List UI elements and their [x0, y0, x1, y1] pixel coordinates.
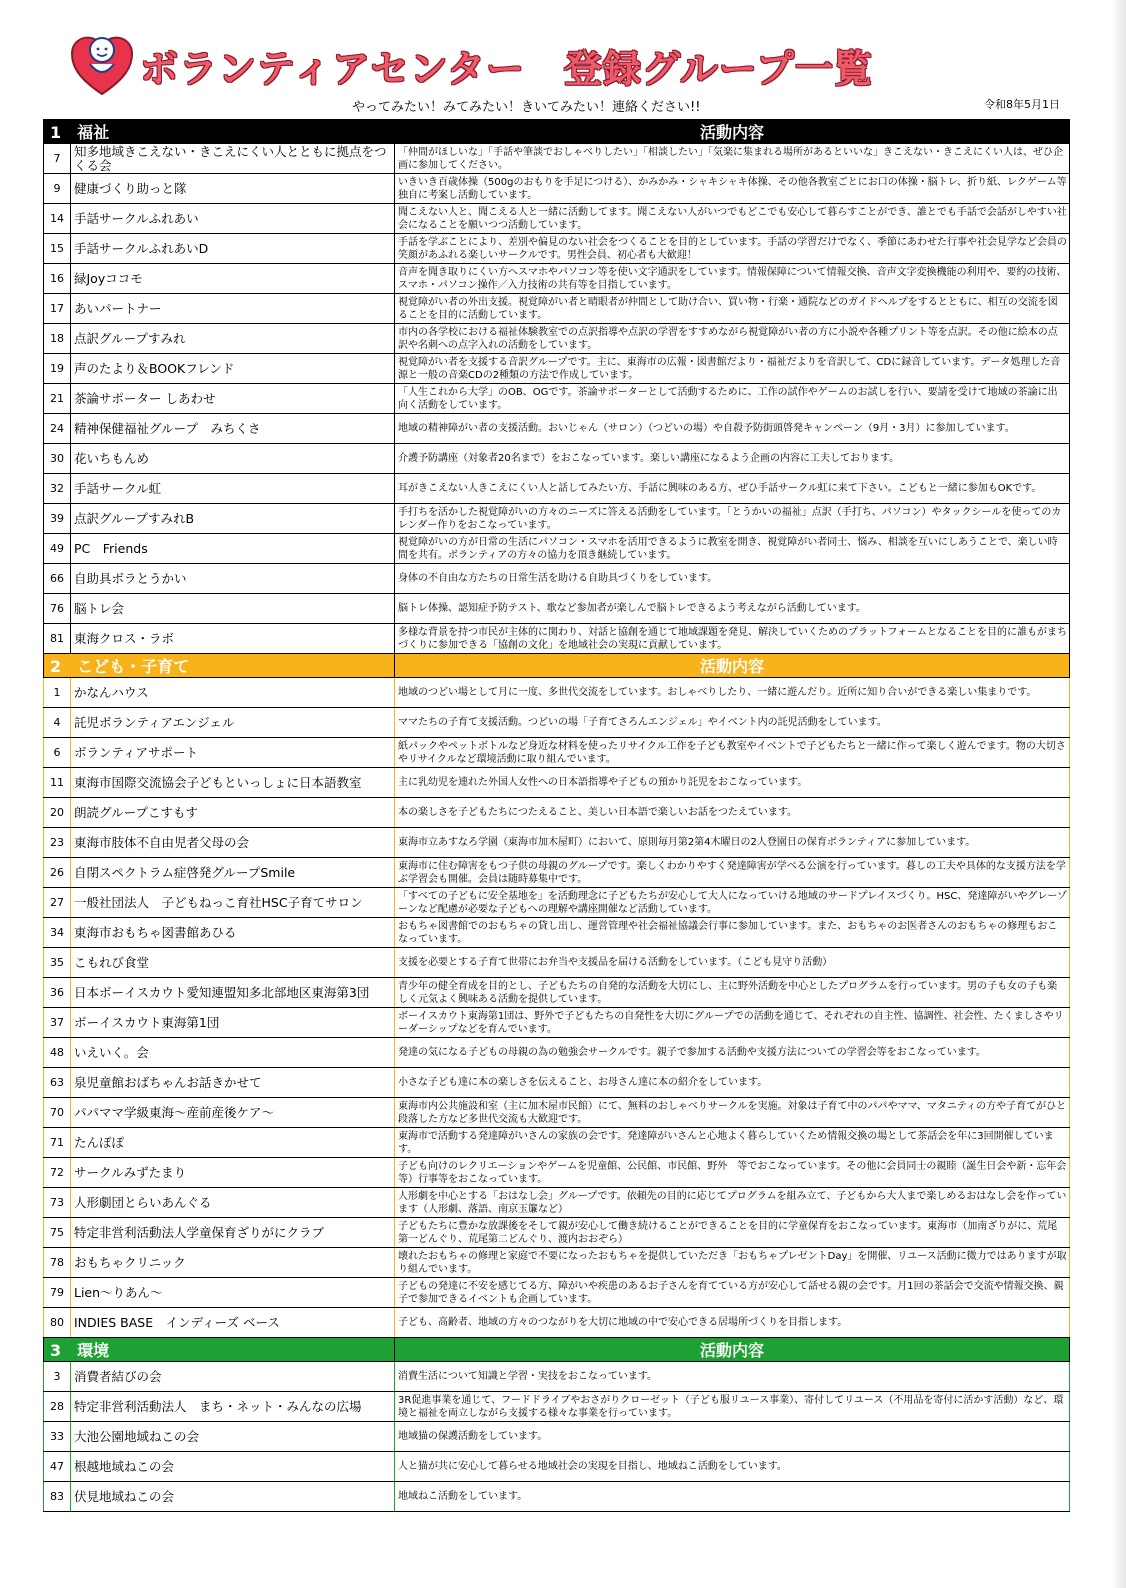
table-row: [44, 414, 1070, 444]
table-row: [44, 174, 1070, 204]
group-number: 20: [44, 798, 71, 828]
group-name: 健康づくり助っと隊: [71, 174, 395, 204]
group-number: 15: [44, 234, 71, 264]
section-column-header: 活動内容: [395, 654, 1070, 678]
group-name: 自閉スペクトラム症啓発グループSmile: [71, 858, 395, 888]
section-header-environment: [44, 1338, 1070, 1362]
group-name: たんぽぽ: [71, 1128, 395, 1158]
group-number: 3: [44, 1362, 71, 1392]
group-number: 48: [44, 1038, 71, 1068]
table-row: [44, 144, 1070, 174]
group-description: 支援を必要とする子育て世帯にお弁当や支援品を届ける活動をしています。（こども見守り活動）: [395, 948, 1070, 978]
table-row: [44, 1188, 1070, 1218]
page-header: [0, 0, 1126, 120]
group-number: 81: [44, 624, 71, 654]
group-number: 39: [44, 504, 71, 534]
table-row: [44, 1308, 1070, 1338]
group-name: 人形劇団とらいあんぐる: [71, 1188, 395, 1218]
group-description: 介護予防講座（対象者20名まで）をおこなっています。楽しい講座になるよう企画の内容に工夫しております。: [395, 444, 1070, 474]
table-row: [44, 264, 1070, 294]
group-number: 83: [44, 1482, 71, 1512]
group-number: 27: [44, 888, 71, 918]
group-description: いきいき百歳体操（500gのおもりを手足につける）、かみかみ・シャキシャキ体操、その他各教室ごとにお口の体操・脳トレ、折り紙、レクゲーム等独自に考案し活動しています。: [395, 174, 1070, 204]
group-name: 大池公園地域ねこの会: [71, 1422, 395, 1452]
group-description: 耳がきこえない人きこえにくい人と話してみたい方、手話に興味のある方、ぜひ手話サークル虹に来て下さい。こどもと一緒に参加もOKです。: [395, 474, 1070, 504]
group-name: 緑Joyココモ: [71, 264, 395, 294]
group-name: 東海市国際交流協会子どもといっしょに日本語教室: [71, 768, 395, 798]
table-row: [44, 354, 1070, 384]
group-number: 79: [44, 1278, 71, 1308]
group-name: パパママ学級東海～産前産後ケア～: [71, 1098, 395, 1128]
group-name: 手話サークルふれあい: [71, 204, 395, 234]
group-name: 声のたより＆BOOKフレンド: [71, 354, 395, 384]
table-row: [44, 978, 1070, 1008]
group-number: 33: [44, 1422, 71, 1452]
group-number: 75: [44, 1218, 71, 1248]
table-row: [44, 234, 1070, 264]
table-row: [44, 768, 1070, 798]
table-row: [44, 948, 1070, 978]
table-row: [44, 1392, 1070, 1422]
group-name: PC Friends: [71, 534, 395, 564]
group-description: 視覚障がい者の外出支援。視覚障がい者と晴眼者が仲間として助け合い、買い物・行楽・通院などのガイドヘルプをするとともに、相互の交流を図ることを目的に活動しています。: [395, 294, 1070, 324]
group-number: 26: [44, 858, 71, 888]
group-description: 「すべての子どもに安全基地を」を活動理念に子どもたちが安心して大人になっていける地域のサードプレイスづくり。HSC、発達障がいやグレーゾーンなど配慮が必要な子どもへの理解や講座開催など活動しています。: [395, 888, 1070, 918]
group-name: 手話サークル虹: [71, 474, 395, 504]
group-description: 壊れたおもちゃの修理と家庭で不要になったおもちゃを提供していただき「おもちゃプレゼントDay」を開催、リユース活動に微力ではありますが取り組んでいます。: [395, 1248, 1070, 1278]
table-row: [44, 738, 1070, 768]
group-number: 37: [44, 1008, 71, 1038]
group-description: 地域ねこ活動をしています。: [395, 1482, 1070, 1512]
group-number: 32: [44, 474, 71, 504]
group-description: 青少年の健全育成を目的とし、子どもたちの自発的な活動を大切にし、主に野外活動を中心としたプログラムを行っています。男の子も女の子も楽しく元気よく興味ある活動を提供しています。: [395, 978, 1070, 1008]
group-description: 紙パックやペットボトルなど身近な材料を使ったリサイクル工作を子ども教室やイベントで子どもたちと一緒に作って楽しく遊んでます。物の大切さやリサイクルなど環境活動に取り組んでいます。: [395, 738, 1070, 768]
group-name: 伏見地域ねこの会: [71, 1482, 395, 1512]
group-name: 消費者結びの会: [71, 1362, 395, 1392]
table-row: [44, 204, 1070, 234]
table-row: [44, 594, 1070, 624]
group-number: 4: [44, 708, 71, 738]
group-number: 76: [44, 594, 71, 624]
group-number: 24: [44, 414, 71, 444]
group-name: こもれび食堂: [71, 948, 395, 978]
group-number: 78: [44, 1248, 71, 1278]
table-row: [44, 564, 1070, 594]
group-name: 精神保健福祉グループ みちくさ: [71, 414, 395, 444]
group-name: 東海市肢体不自由児者父母の会: [71, 828, 395, 858]
group-description: 「人生これから大学」のOB、OGです。茶論サポーターとして活動するために、工作の試作やゲームのお試しを行い、要請を受けて地域の茶論に出向く活動をしています。: [395, 384, 1070, 414]
group-description: 手打ちを活かした視覚障がいの方々のニーズに答える活動をしています。「とうかいの福祉」点訳（手打ち、パソコン）やタックシールを使ってのカレンダー作りをおこなっています。: [395, 504, 1070, 534]
group-name: Lien～りあん～: [71, 1278, 395, 1308]
group-name: 茶論サポーター しあわせ: [71, 384, 395, 414]
group-description: 人形劇を中心とする「おはなし会」グループです。依頼先の目的に応じてプログラムを組み立て、子どもから大人まで楽しめるおはなし会を作っています（人形劇、落語、南京玉簾など）: [395, 1188, 1070, 1218]
group-description: 手話を学ぶことにより、差別や偏見のない社会をつくることを目的としています。手話の学習だけでなく、季節にあわせた行事や社会見学など会員の笑顔があふれる楽しいサークルです。男性会員、初心者も大歓迎！: [395, 234, 1070, 264]
group-number: 34: [44, 918, 71, 948]
section-title: 3 環境: [44, 1338, 395, 1362]
group-description: 身体の不自由な方たちの日常生活を助ける自助具づくりをしています。: [395, 564, 1070, 594]
volunteer-heart-logo-icon: [70, 34, 134, 96]
issue-date: 令和8年5月1日: [984, 98, 1060, 111]
section-header-welfare: [44, 120, 1070, 144]
group-name: 朗読グループこすもす: [71, 798, 395, 828]
table-row: [44, 1362, 1070, 1392]
table-row: [44, 1218, 1070, 1248]
table-row: [44, 1248, 1070, 1278]
group-name: INDIES BASE インディーズ ベース: [71, 1308, 395, 1338]
group-number: 19: [44, 354, 71, 384]
group-number: 36: [44, 978, 71, 1008]
table-row: [44, 1098, 1070, 1128]
group-number: 30: [44, 444, 71, 474]
group-description: 東海市内公共施設和室（主に加木屋市民館）にて、無料のおしゃべりサークルを実施。対象は子育て中のパパやママ、マタニティの方や子育てがひと段落した方など多世代交流も大歓迎です。: [395, 1098, 1070, 1128]
section-column-header: 活動内容: [395, 120, 1070, 144]
group-number: 7: [44, 144, 71, 174]
table-row: [44, 624, 1070, 654]
table-row: [44, 474, 1070, 504]
group-number: 9: [44, 174, 71, 204]
group-description: ボーイスカウト東海第1団は、野外で子どもたちの自発性を大切にグループでの活動を通じて、それぞれの自主性、協調性、社会性、たくましさやリーダーシップなどを育んでいます。: [395, 1008, 1070, 1038]
table-row: [44, 1158, 1070, 1188]
group-description: 脳トレ体操、認知症予防テスト、歌など参加者が楽しんで脳トレできるよう考えながら活動しています。: [395, 594, 1070, 624]
group-description: 人と猫が共に安心して暮らせる地域社会の実現を目指し、地域ねこ活動をしています。: [395, 1452, 1070, 1482]
group-name: 脳トレ会: [71, 594, 395, 624]
group-number: 1: [44, 678, 71, 708]
group-name: 花いちもんめ: [71, 444, 395, 474]
group-description: 子ども、高齢者、地域の方々のつながりを大切に地域の中で安心できる居場所づくりを目指します。: [395, 1308, 1070, 1338]
table-row: [44, 504, 1070, 534]
group-name: 託児ボランティアエンジェル: [71, 708, 395, 738]
group-description: 子ども向けのレクリエーションやゲームを児童館、公民館、市民館、野外 等でおこなっています。その他に会員同士の親睦（誕生日会や新・忘年会等）行事等をおこなっています。: [395, 1158, 1070, 1188]
group-number: 6: [44, 738, 71, 768]
group-name: 日本ボーイスカウト愛知連盟知多北部地区東海第3団: [71, 978, 395, 1008]
table-row: [44, 1278, 1070, 1308]
table-row: [44, 888, 1070, 918]
table-row: [44, 918, 1070, 948]
table-row: [44, 678, 1070, 708]
table-row: [44, 1452, 1070, 1482]
group-description: 「仲間がほしいな」「手話や筆談でおしゃべりしたい」「相談したい」「気楽に集まれる場所があるといいな」きこえない・きこえにくい人は、ぜひ企画に参加してください。: [395, 144, 1070, 174]
section-header-children: [44, 654, 1070, 678]
group-name: 一般社団法人 子どもねっこ育社HSC子育てサロン: [71, 888, 395, 918]
group-name: 根越地域ねこの会: [71, 1452, 395, 1482]
group-number: 70: [44, 1098, 71, 1128]
group-description: 東海市立あすなろ学園（東海市加木屋町）において、原則毎月第2第4木曜日の2人登園日の保育ボランティアに参加しています。: [395, 828, 1070, 858]
group-description: 東海市に住む障害をもつ子供の母親のグループです。楽しくわかりやすく発達障害が学べる公演を行っています。暮しの工夫や具体的な支援方法を学ぶ学習会も開催。会員は随時募集中です。: [395, 858, 1070, 888]
group-description: 小さな子ども達に本の楽しさを伝えること、お母さん達に本の紹介をしています。: [395, 1068, 1070, 1098]
group-description: 3R促進事業を通じて、フードドライブやおさがりクローゼット（子ども服リユース事業）、寄付してリユース（不用品を寄付に活かす活動）など、環境と福祉を両立しながら支援する様々な事業を行っています。: [395, 1392, 1070, 1422]
table-row: [44, 1128, 1070, 1158]
table-row: [44, 858, 1070, 888]
section-column-header: 活動内容: [395, 1338, 1070, 1362]
page-edge-shadow: [1112, 0, 1126, 1588]
table-row: [44, 384, 1070, 414]
group-number: 16: [44, 264, 71, 294]
table-row: [44, 828, 1070, 858]
group-description: 多様な背景を持つ市民が主体的に関わり、対話と協創を通じて地域課題を発見、解決していくためのプラットフォームとなることを目的に誰もがまちづくりに参加できる「協創の文化」を地域社会の実現に貢献しています。: [395, 624, 1070, 654]
group-name: 泉児童館おばちゃんお話きかせて: [71, 1068, 395, 1098]
group-number: 23: [44, 828, 71, 858]
group-description: 視覚障がい者を支援する音訳グループです。主に、東海市の広報・図書館だより・福祉だよりを音訳して、CDに録音しています。データ処理した音源と一般の音楽CDの2種類の方法で作成しています。: [395, 354, 1070, 384]
group-number: 73: [44, 1188, 71, 1218]
table-row: [44, 1008, 1070, 1038]
group-name: 東海クロス・ラボ: [71, 624, 395, 654]
table-row: [44, 534, 1070, 564]
group-number: 47: [44, 1452, 71, 1482]
group-number: 17: [44, 294, 71, 324]
section-title: 2 こども・子育て: [44, 654, 395, 678]
group-number: 28: [44, 1392, 71, 1422]
group-description: 東海市で活動する発達障がいさんの家族の会です。発達障がいさんと心地よく暮らしていくため情報交換の場として茶話会を年に3回開催しています。: [395, 1128, 1070, 1158]
group-name: 点訳グループすみれ: [71, 324, 395, 354]
group-name: 自助具ボラとうかい: [71, 564, 395, 594]
table-row: [44, 444, 1070, 474]
group-number: 72: [44, 1158, 71, 1188]
group-name: 特定非営利活動法人学童保育ざりがにクラブ: [71, 1218, 395, 1248]
section-title: 1 福祉: [44, 120, 395, 144]
page-tagline: やってみたい！みてみたい！きいてみたい！連絡ください!!: [352, 100, 701, 115]
group-name: 点訳グループすみれB: [71, 504, 395, 534]
table-row: [44, 708, 1070, 738]
group-description: 主に乳幼児を連れた外国人女性への日本語指導や子どもの預かり託児をおこなっています。: [395, 768, 1070, 798]
group-name: いえいく。会: [71, 1038, 395, 1068]
group-name: サークルみずたまり: [71, 1158, 395, 1188]
group-number: 80: [44, 1308, 71, 1338]
group-description: 消費生活について知識と学習・実技をおこなっています。: [395, 1362, 1070, 1392]
group-description: 視覚障がいの方が日常の生活にパソコン・スマホを活用できるように教室を開き、視覚障がい者同士、悩み、相談を互いにしあうことで、楽しい時間を共有。ボランティアの方々の協力を頂き継続しています。: [395, 534, 1070, 564]
table-row: [44, 294, 1070, 324]
group-description: 音声を聞き取りにくい方へスマホやパソコン等を使い文字通訳をしています。情報保障について情報交換、音声文字変換機能の利用や、要約の技術、スマホ・パソコン操作／入力技術の共有等を目指しています。: [395, 264, 1070, 294]
group-name: ボランティアサポート: [71, 738, 395, 768]
table-row: [44, 1482, 1070, 1512]
group-description: 地域のつどい場として月に一度、多世代交流をしています。おしゃべりしたり、一緒に遊んだり。近所に知り合いができる楽しい集まりです。: [395, 678, 1070, 708]
group-description: 子どもたちに豊かな放課後をそして親が安心して働き続けることができることを目的に学童保育をおこなっています。東海市（加南ざりがに、荒尾第一どんぐり、荒尾第二どんぐり、渡内おおぞら）: [395, 1218, 1070, 1248]
group-description: おもちゃ図書館でのおもちゃの貸し出し、運営管理や社会福祉協議会行事に参加しています。また、おもちゃのお医者さんのおもちゃの修理もおこなっています。: [395, 918, 1070, 948]
group-description: 子どもの発達に不安を感じてる方、障がいや疾患のあるお子さんを育てている方が安心して話せる親の会です。月1回の茶話会で交流や情報交換、親子で参加できるイベントも企画しています。: [395, 1278, 1070, 1308]
group-number: 35: [44, 948, 71, 978]
group-name: 知多地域きこえない・きこえにくい人とともに拠点をつくる会: [71, 144, 395, 174]
group-number: 11: [44, 768, 71, 798]
page-title: ボランティアセンター 登録グループ一覧: [140, 47, 874, 91]
table-row: [44, 324, 1070, 354]
group-number: 66: [44, 564, 71, 594]
group-number: 18: [44, 324, 71, 354]
group-description: 本の楽しさを子どもたちにつたえること、美しい日本語で楽しいお話をつたえています。: [395, 798, 1070, 828]
group-number: 14: [44, 204, 71, 234]
table-row: [44, 798, 1070, 828]
group-name: おもちゃクリニック: [71, 1248, 395, 1278]
table-row: [44, 1038, 1070, 1068]
group-name: あいパートナー: [71, 294, 395, 324]
group-name: 手話サークルふれあいD: [71, 234, 395, 264]
group-name: かなんハウス: [71, 678, 395, 708]
group-description: 市内の各学校における福祉体験教室での点訳指導や点訳の学習をすすめながら視覚障がい者の方に小説や各種プリント等を点訳。その他に絵本の点訳や名刺への点字入れの活動をしています。: [395, 324, 1070, 354]
group-description: 聞こえない人と、聞こえる人と一緒に活動してます。聞こえない人がいつでもどこでも安心して暮らすことができ、誰とでも手話で会話がしやすい社会になることを願いつつ活動しています。: [395, 204, 1070, 234]
group-description: 地域猫の保護活動をしています。: [395, 1422, 1070, 1452]
group-number: 63: [44, 1068, 71, 1098]
group-list-table: [43, 119, 1070, 1512]
group-name: 東海市おもちゃ図書館あひる: [71, 918, 395, 948]
table-row: [44, 1068, 1070, 1098]
group-name: 特定非営利活動法人 まち・ネット・みんなの広場: [71, 1392, 395, 1422]
group-number: 21: [44, 384, 71, 414]
group-number: 71: [44, 1128, 71, 1158]
group-name: ボーイスカウト東海第1団: [71, 1008, 395, 1038]
table-row: [44, 1422, 1070, 1452]
group-number: 49: [44, 534, 71, 564]
group-description: 発達の気になる子どもの母親の為の勉強会サークルです。親子で参加する活動や支援方法についての学習会等をおこなっています。: [395, 1038, 1070, 1068]
group-description: 地域の精神障がい者の支援活動。おいじゃん（サロン）（つどいの場）や自殺予防街頭啓発キャンペーン（9月・3月）に参加しています。: [395, 414, 1070, 444]
group-description: ママたちの子育て支援活動。つどいの場「子育てさろんエンジェル」やイベント内の託児活動をしています。: [395, 708, 1070, 738]
